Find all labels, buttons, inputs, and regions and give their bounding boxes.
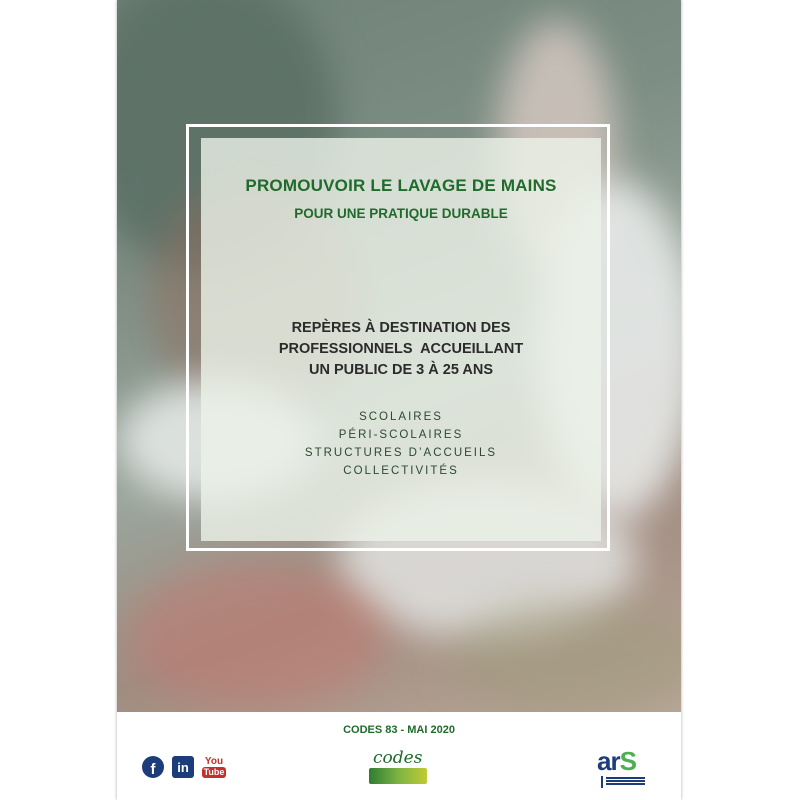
facebook-icon[interactable]: f — [142, 756, 164, 778]
ars-logo-ar: ar — [597, 746, 620, 776]
youtube-icon[interactable] — [202, 756, 226, 778]
target-list — [201, 408, 601, 480]
linkedin-icon[interactable]: in — [172, 756, 194, 778]
ars-logo-subtitle-lines — [601, 776, 645, 788]
audience-description — [201, 318, 601, 381]
footer-publisher-date: CODES 83 - MAI 2020 — [343, 724, 455, 736]
youtube-tube-text: Tube — [203, 767, 225, 777]
target-item: STRUCTURES D’ACCUEILS — [304, 447, 498, 459]
document-page — [117, 0, 681, 800]
codes-logo-word: codes — [373, 748, 423, 768]
youtube-you-text: You — [204, 756, 224, 767]
description-line: REPÈRES À DESTINATION DES — [291, 320, 511, 336]
document-title: PROMOUVOIR LE LAVAGE DE MAINS — [245, 176, 557, 195]
ars-logo — [597, 746, 657, 790]
document-subtitle: POUR UNE PRATIQUE DURABLE — [294, 206, 508, 221]
ars-logo-word — [597, 746, 636, 777]
title-panel — [201, 138, 601, 541]
ars-logo-s: S — [619, 746, 636, 776]
social-links — [142, 756, 226, 778]
description-line: UN PUBLIC DE 3 À 25 ANS — [309, 362, 493, 378]
description-line: PROFESSIONNELS ACCUEILLANT — [278, 341, 524, 357]
codes-logo — [367, 750, 431, 790]
target-item: PÉRI-SCOLAIRES — [338, 429, 464, 441]
codes-logo-band — [369, 768, 427, 784]
target-item: COLLECTIVITÉS — [343, 465, 459, 477]
target-item: SCOLAIRES — [359, 411, 443, 423]
footer — [117, 712, 681, 800]
